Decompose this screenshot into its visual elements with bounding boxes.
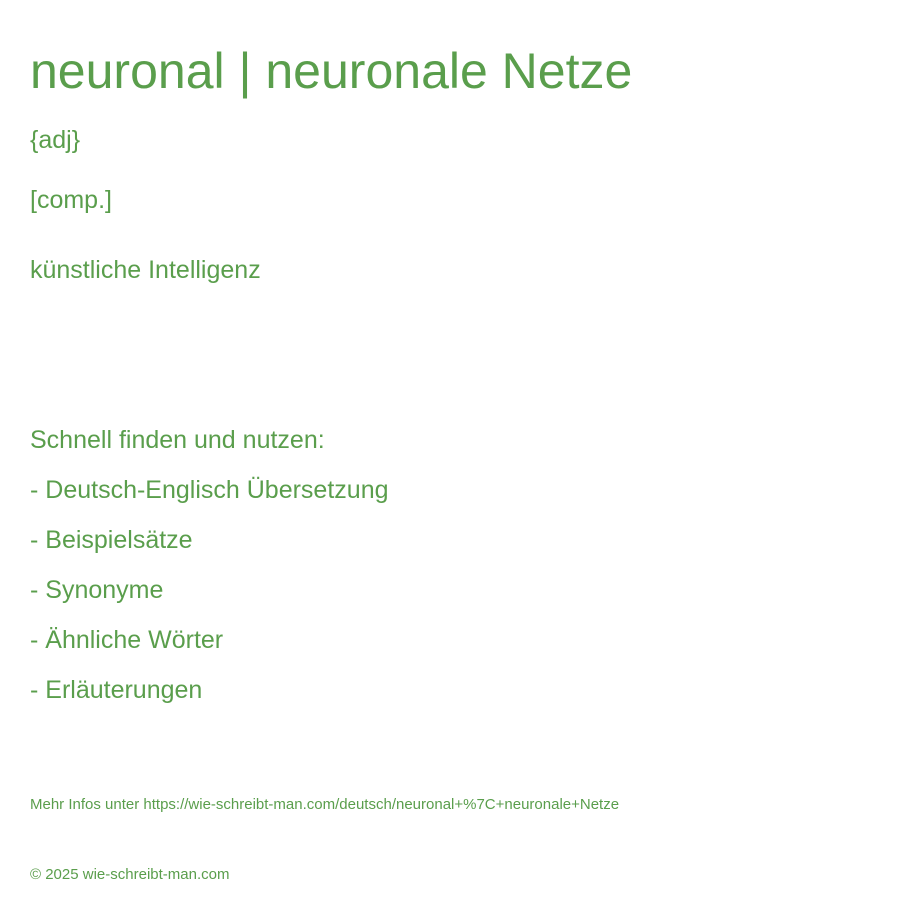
- part-of-speech-label: {adj}: [30, 126, 81, 154]
- feature-list-item-translation: - Deutsch-Englisch Übersetzung: [30, 476, 389, 504]
- more-info-text: Mehr Infos unter https://wie-schreibt-man.com/deutsch/neuronal+%7C+neuronale+Netze: [30, 796, 620, 813]
- feature-list-item-example-sentences: - Beispielsätze: [30, 526, 193, 554]
- feature-list-item-similar-words: - Ähnliche Wörter: [30, 626, 224, 654]
- feature-list-item-explanations: - Erläuterungen: [30, 676, 203, 704]
- promo-heading: Schnell finden und nutzen:: [30, 426, 325, 454]
- copyright-text: © 2025 wie-schreibt-man.com: [30, 866, 230, 883]
- domain-label: [comp.]: [30, 186, 112, 214]
- page-title: neuronal | neuronale Netze: [30, 43, 633, 99]
- definition-text: künstliche Intelligenz: [30, 256, 261, 284]
- feature-list-item-synonyms: - Synonyme: [30, 576, 164, 604]
